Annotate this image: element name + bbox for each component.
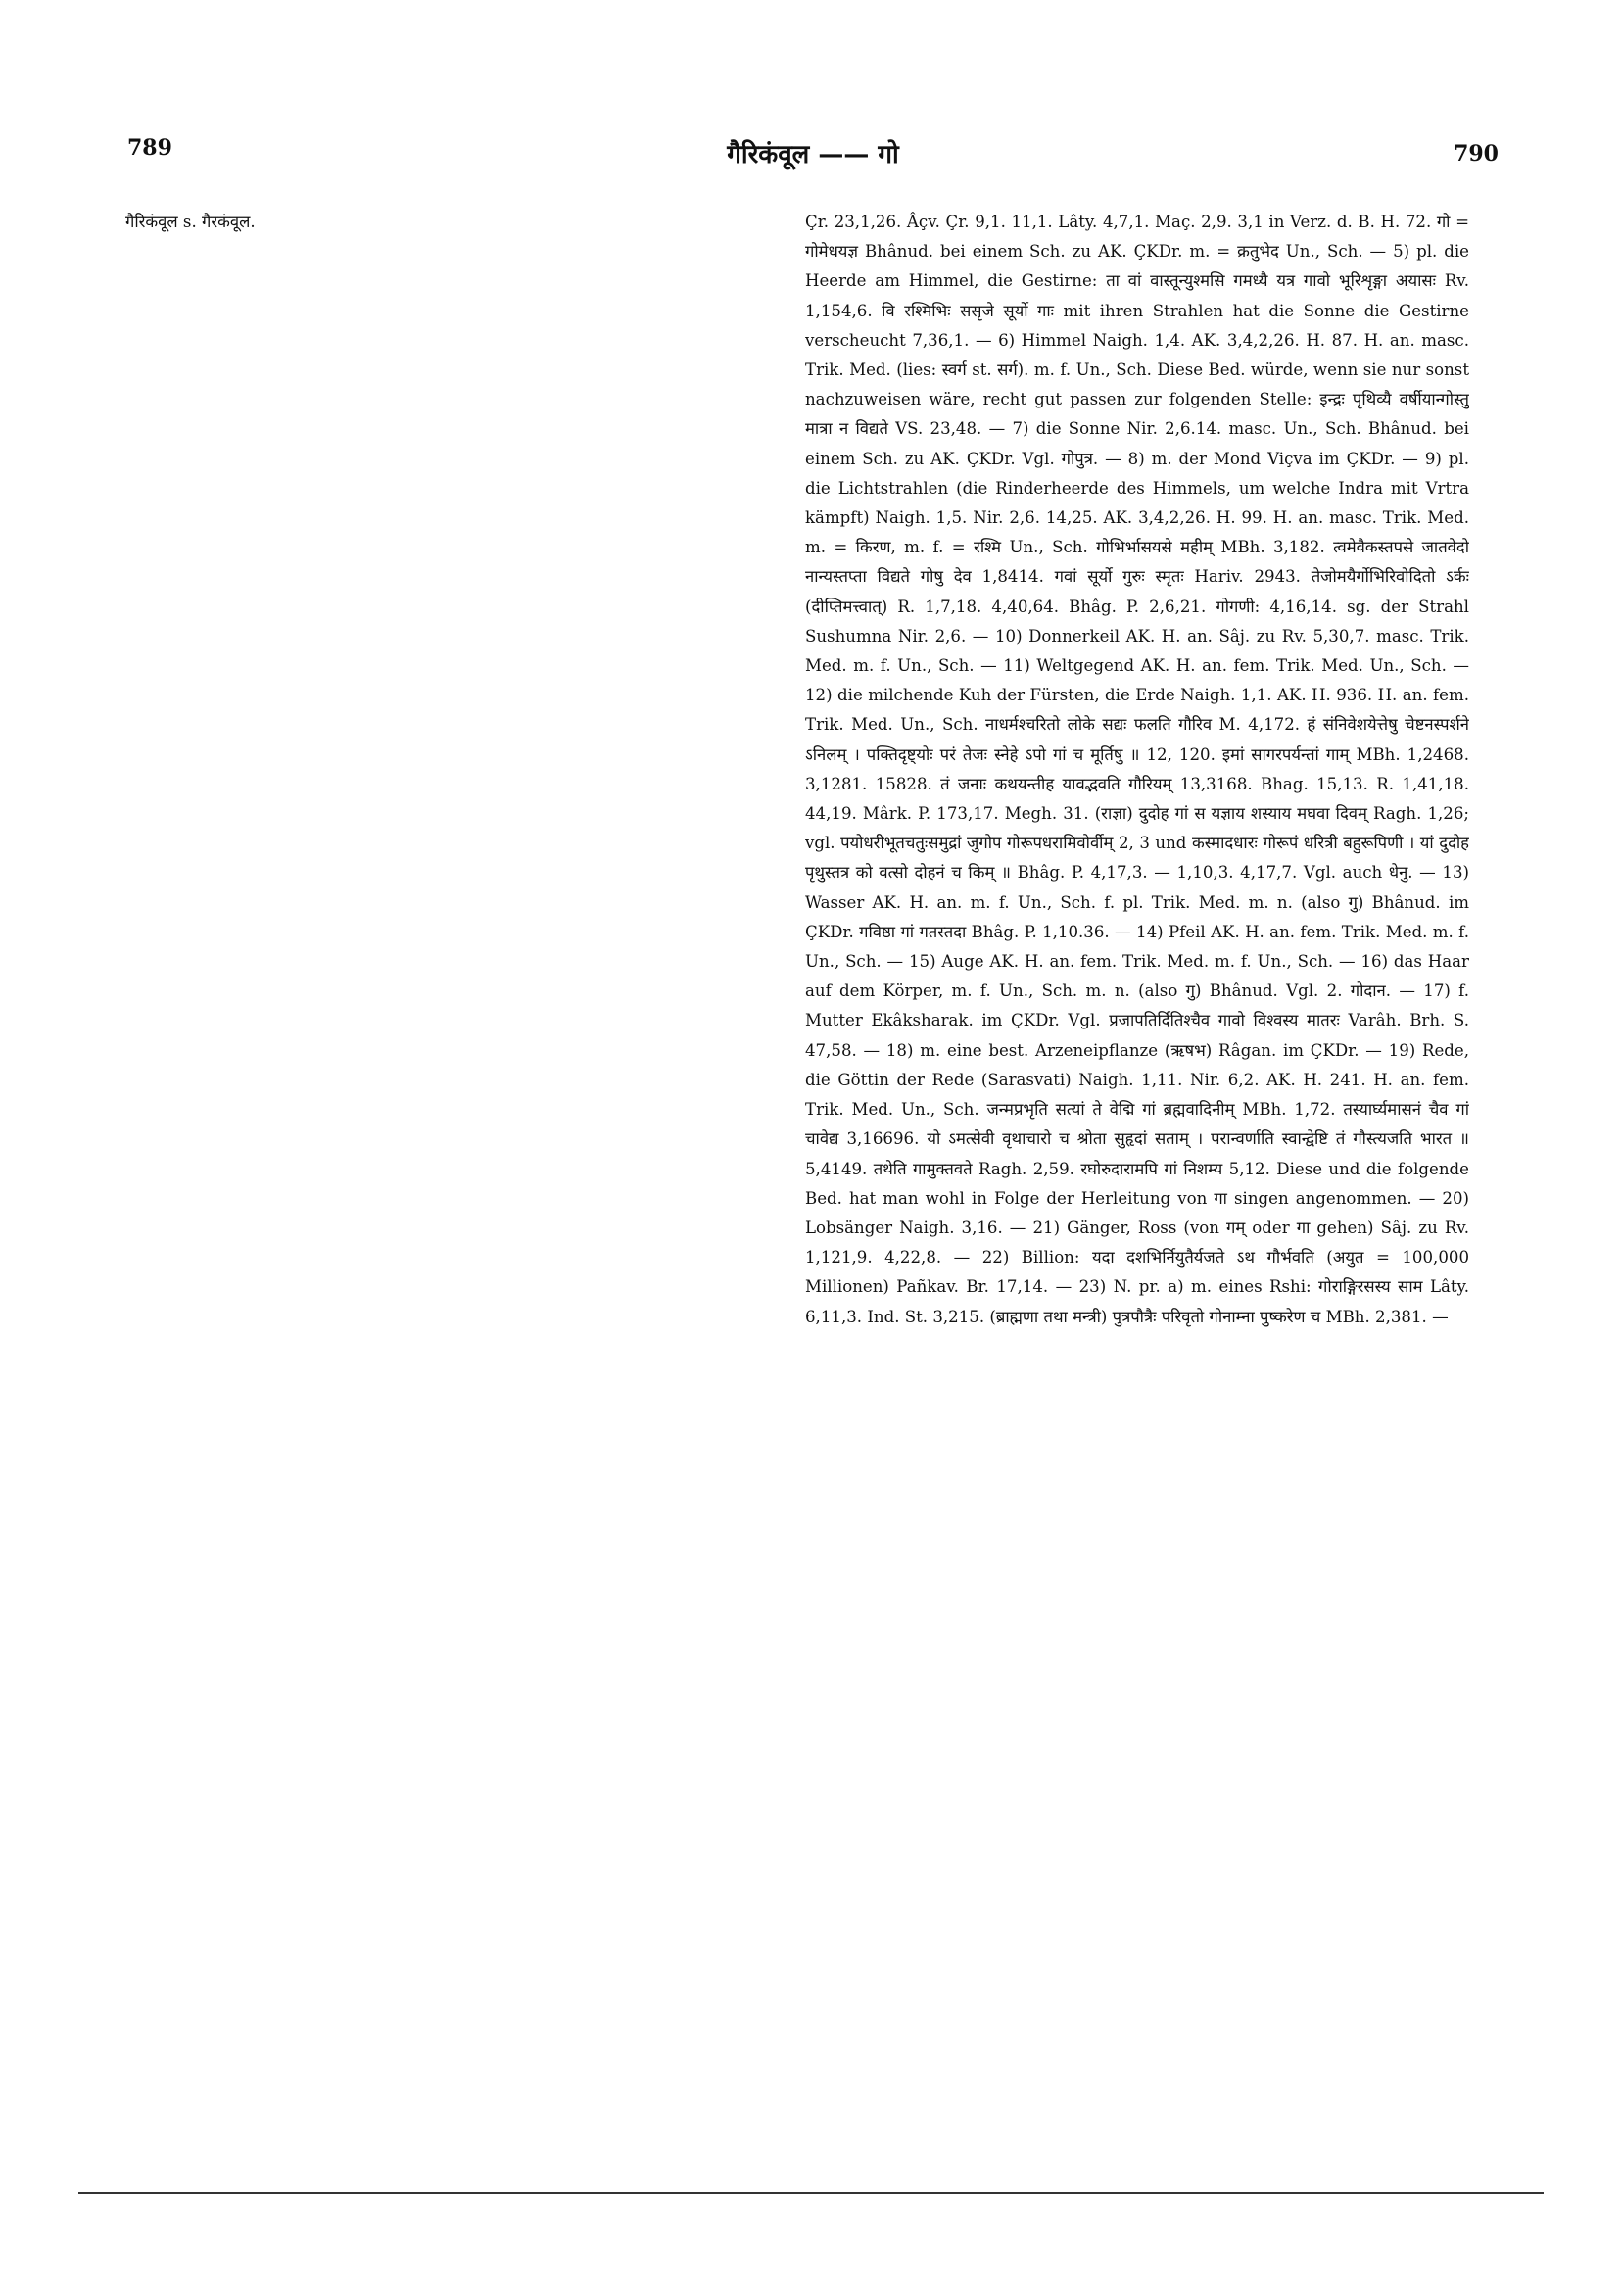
- entry-go-continued: Çr. 23,1,26. Âçv. Çr. 9,1. 11,1. Lâty. 4,7,1. Maç. 2,9. 3,1 in Verz. d. B. H. 72. गो = गोमेधयज्ञ Bhânud. bei einem Sch. zu AK. ÇKDr. m. = क्रतुभेद Un., Sch. — 5) pl. die Heerde am Himmel, die Gestirne: ता वां वास्तून्युश्मसि गमध्यै यत्र गावो भूरिशृङ्गा अयासः Rv. 1,154,6. वि रश्मिभिः ससृजे सूर्यो गाः mit ihren Strahlen hat die Sonne die Gestirne verscheucht 7,36,1. — 6) Himmel Naigh. 1,4. AK. 3,4,2,26. H. 87. H. an. masc. Trik. Med. (lies: स्वर्ग st. सर्ग). m. f. Un., Sch. Diese Bed. würde, wenn sie nur sonst nachzuweisen wäre, recht gut passen zur folgenden Stelle: इन्द्रः पृथिव्यै वर्षीयान्गोस्तु मात्रा न विद्यते VS. 23,48. — 7) die Sonne Nir. 2,6.14. masc. Un., Sch. Bhânud. bei einem Sch. zu AK. ÇKDr. Vgl. गोपुत्र. — 8) m. der Mond Viçva im ÇKDr. — 9) pl. die Lichtstrahlen (die Rinderheerde des Himmels, um welche Indra mit Vrtra kämpft) Naigh. 1,5. Nir. 2,6. 14,25. AK. 3,4,2,26. H. 99. H. an. masc. Trik. Med. m. = किरण, m. f. = रश्मि Un., Sch. गोभिर्भासयसे महीम् MBh. 3,182. त्वमेवैकस्तपसे जातवेदो नान्यस्तप्ता विद्यते गोषु देव 1,8414. गवां सूर्यो गुरुः स्मृतः Hariv. 2943. तेजोमयैर्गोभिरिवोदितो ऽर्कः (दीप्तिमत्त्वात्) R. 1,7,18. 4,40,64. Bhâg. P. 2,6,21. गोगणी: 4,16,14. sg. der Strahl Sushumna Nir. 2,6. — 10) Donnerkeil AK. H. an. Sâj. zu Rv. 5,30,7. masc. Trik. Med. m. f. Un., Sch. — 11) Weltgegend AK. H. an. fem. Trik. Med. Un., Sch. — 12) die milchende Kuh der Fürsten, die Erde Naigh. 1,1. AK. H. 936. H. an. fem. Trik. Med. Un., Sch. नाधर्मश्चरितो लोके सद्यः फलति गौरिव M. 4,172. हं संनिवेशयेत्तेषु चेष्टनस्पर्शने ऽनिलम् । पक्तिदृष्ट्योः परं तेजः स्नेहे ऽपो गां च मूर्तिषु ॥ 12, 120. इमां सागरपर्यन्तां गाम् MBh. 1,2468. 3,1281. 15828. तं जनाः कथयन्तीह यावद्भवति गौरियम् 13,3168. Bhag. 15,13. R. 1,41,18. 44,19. Mârk. P. 173,17. Megh. 31. (राज्ञा) दुदोह गां स यज्ञाय शस्याय मघवा दिवम् Ragh. 1,26; vgl. पयोधरीभूतचतुःसमुद्रां जुगोप गोरूपधरामिवोर्वीम् 2, 3 und कस्मादधारः गोरूपं धरित्री बहुरूपिणी । यां दुदोह पृथुस्तत्र को वत्सो दोहनं च किम् ॥ Bhâg. P. 4,17,3. — 1,10,3. 4,17,7. Vgl. auch धेनु. — 13) Wasser AK. H. an. m. f. Un., Sch. f. pl. Trik. Med. m. n. (also गु) Bhânud. im ÇKDr. गविष्ठा गां गतस्तदा Bhâg. P. 1,10.36. — 14) Pfeil AK. H. an. fem. Trik. Med. m. f. Un., Sch. — 15) Auge AK. H. an. fem. Trik. Med. m. f. Un., Sch. — 16) das Haar auf dem Körper, m. f. Un., Sch. m. n. (also गु) Bhânud. Vgl. 2. गोदान. — 17) f. Mutter Ekâksharak. im ÇKDr. Vgl. प्रजापतिर्दितिश्चैव गावो विश्वस्य मातरः Varâh. Brh. S. 47,58. — 18) m. eine best. Arzeneipflanze (ऋषभ) Râgan. im ÇKDr. — 19) Rede, die Göttin der Rede (Sarasvati) Naigh. 1,11. Nir. 6,2. AK. H. 241. H. an. fem. Trik. Med. Un., Sch. जन्मप्रभृति सत्यां ते वेद्मि गां ब्रह्मवादिनीम् MBh. 1,72. तस्यार्घ्यमासनं चैव गां चावेद्य 3,16696. यो ऽमत्सेवी वृथाचारो च श्रोता सुहृदां सताम् । परान्वर्णाति स्वान्द्वेष्टि तं गौस्त्यजति भारत ॥ 5,4149. तथेति गामुक्तवते Ragh. 2,59. रघोरुदारामपि गां निशम्य 5,12. Diese und die folgende Bed. hat man wohl in Folge der Herleitung von गा singen angenommen. — 20) Lobsänger Naigh. 3,16. — 21) Gänger, Ross (von गम् oder गा gehen) Sâj. zu Rv. 1,121,9. 4,22,8. — 22) Billion: यदा दशभिर्नियुतैर्यजते ऽथ गौर्भवति (अयुत = 100,000 Millionen) Pañkav. Br. 17,14. — 23) N. pr. a) m. eines Rshi: गोराङ्गिरसस्य साम Lâty. 6,11,3. Ind. St. 3,215. (ब्राह्मणा तथा मन्त्री) पुत्रपौत्रैः परिवृतो गोनाम्ना पुष्करेण च MBh. 2,381. —: [805, 213, 1469, 1326]
- bottom-rule: [78, 2192, 1544, 2194]
- entry-gairikanvula: गैरिकंवूल s. गैरकंवूल.: [125, 213, 256, 231]
- left-column: [125, 208, 789, 2147]
- page-number-left: 789: [127, 135, 172, 161]
- right-column: [805, 208, 1469, 2147]
- running-head: गैरिकंवूल —— गो: [727, 140, 899, 169]
- page-header: [127, 135, 1499, 184]
- page-number-right: 790: [1454, 141, 1499, 167]
